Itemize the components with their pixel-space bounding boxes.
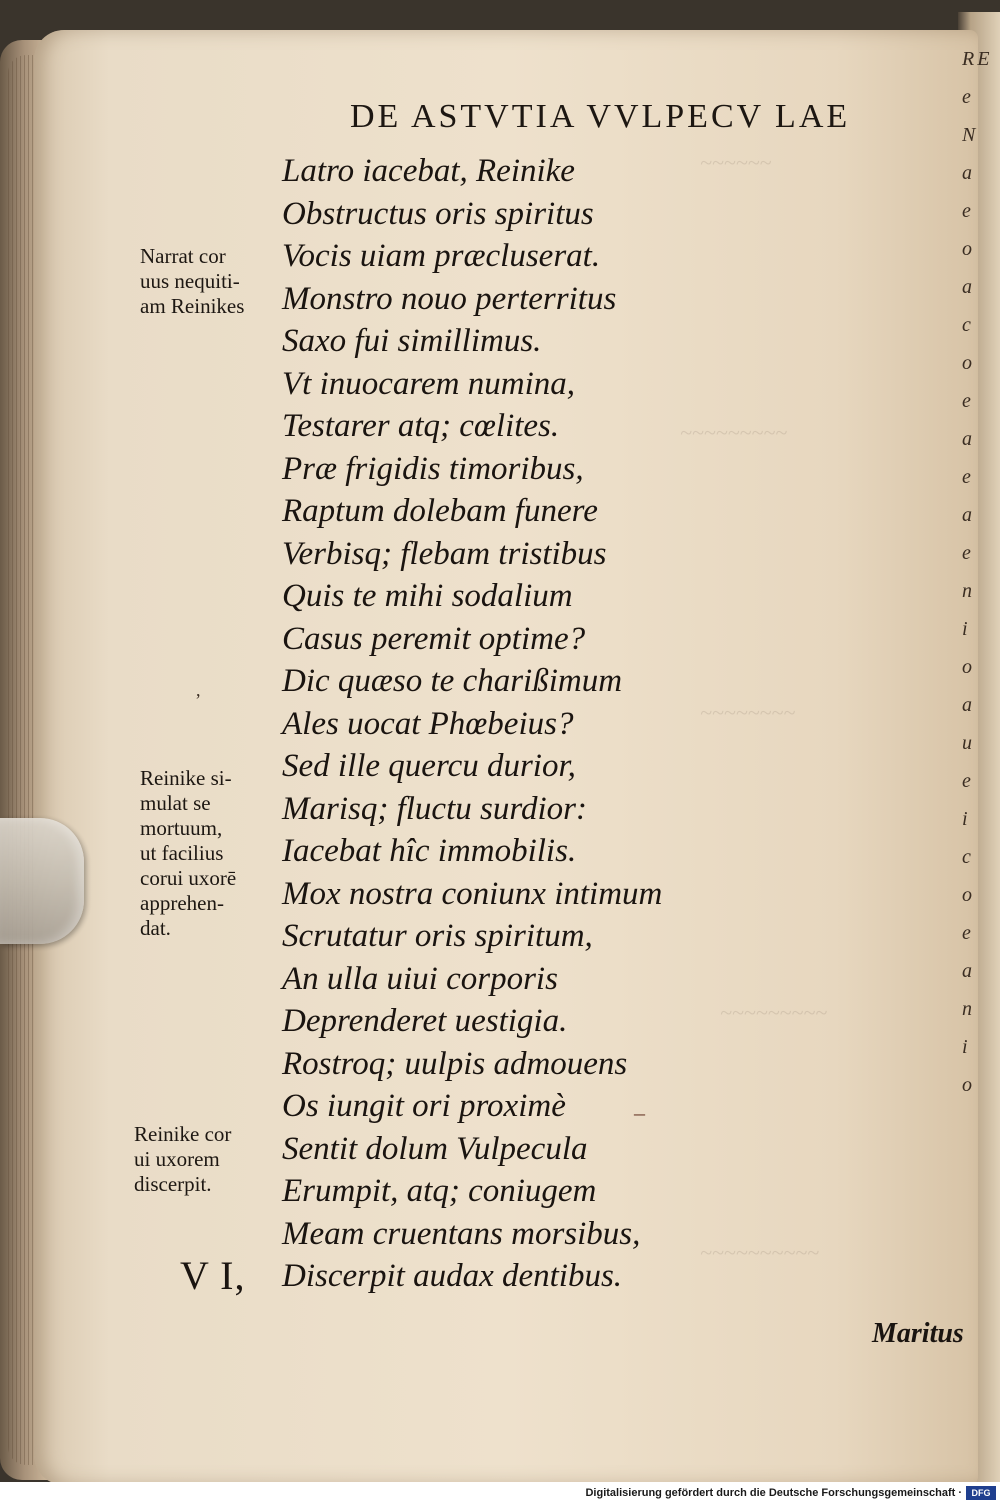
verse-line: Quis te mihi sodalium (282, 578, 573, 614)
verse-line: Dic quæso te charißimum (282, 663, 623, 699)
facing-page-text: R E e N a e o a c o e a e a e n i o a u e i c o e a n i o (962, 48, 989, 1096)
bleed-through: ~~~~~~~~~~ (700, 1240, 820, 1265)
verse-line: Præ frigidis timoribus, (282, 450, 584, 487)
margin-note-line: Reinike cor (134, 1122, 232, 1146)
margin-note-line: mortuum, (140, 816, 223, 840)
margin-note-line: mulat se (140, 791, 211, 815)
verse-line: Obstructus oris spiritus (282, 195, 594, 232)
verse-line: Vocis uiam præcluserat. (282, 238, 601, 274)
margin-note-line: discerpit. (134, 1172, 212, 1196)
dfg-logo: DFG (966, 1486, 996, 1500)
verse-line: Ales uocat Phœbeius? (282, 705, 574, 742)
verse-line: An ulla uiui corporis (282, 960, 558, 997)
page-clip (0, 818, 84, 944)
verse-line: Discerpit audax dentibus. (282, 1258, 623, 1294)
bleed-through: ~~~~~~ (700, 150, 772, 175)
verse-line: Meam cruentans morsibus, (282, 1215, 641, 1252)
margin-note-line: ui uxorem (134, 1147, 220, 1171)
verse-line: Vt inuocarem numina, (282, 365, 575, 402)
verse-line: Testarer atq; cœlites. (282, 408, 560, 444)
margin-mark: , (196, 680, 201, 700)
catchword: Maritus (872, 1318, 964, 1349)
verse-line: Raptum dolebam funere (282, 493, 598, 529)
verse-line: Monstro nouo perterritus (282, 280, 617, 317)
margin-note-line: dat. (140, 916, 171, 940)
margin-note-line: apprehen- (140, 891, 224, 915)
bleed-through: ~~~~~~~~ (700, 700, 796, 725)
signature-mark: V I, (180, 1253, 246, 1298)
verse-line: Deprenderet uestigia. (282, 1003, 568, 1039)
margin-note-line: corui uxorē (140, 866, 237, 890)
verse-line: Saxo fui simillimus. (282, 323, 542, 359)
margin-note-line: Reinike si- (140, 766, 232, 790)
verse-line: Verbisq; flebam tristibus (282, 535, 607, 572)
verse-line: Marisq; fluctu surdior: (282, 790, 587, 827)
verse-line: Rostroq; uulpis admouens (282, 1045, 628, 1082)
margin-note-line: Narrat cor (140, 244, 226, 268)
verse-line: Casus peremit optime? (282, 620, 586, 657)
verse-line: Iacebat hîc immobilis. (282, 833, 577, 869)
verse-line: Latro iacebat, Reinike (282, 153, 575, 189)
margin-note (140, 244, 244, 319)
margin-note (140, 766, 236, 941)
stray-dash: – (634, 1100, 645, 1125)
verse-line: Sed ille quercu durior, (282, 748, 576, 784)
verse-line: Erumpit, atq; coniugem (282, 1173, 597, 1209)
bleed-through: ~~~~~~~~~ (720, 1000, 828, 1025)
verse-line: Os iungit ori proximè (282, 1088, 566, 1124)
margin-note-line: am Reinikes (140, 294, 245, 318)
margin-note-line: uus nequiti- (140, 269, 240, 293)
verse-line: Sentit dolum Vulpecula (282, 1130, 588, 1167)
footer-credit: Digitalisierung gefördert durch die Deutsche Forschungsgemeinschaft · (585, 1487, 962, 1499)
verse-line: Mox nostra coniunx intimum (282, 875, 663, 912)
verse-line: Scrutatur oris spiritum, (282, 918, 593, 954)
running-head: DE ASTVTIA VVLPECV LAE (350, 98, 851, 135)
bleed-through: ~~~~~~~~~ (680, 420, 788, 445)
margin-note-line: ut facilius (140, 841, 224, 865)
margin-note (134, 1122, 231, 1197)
